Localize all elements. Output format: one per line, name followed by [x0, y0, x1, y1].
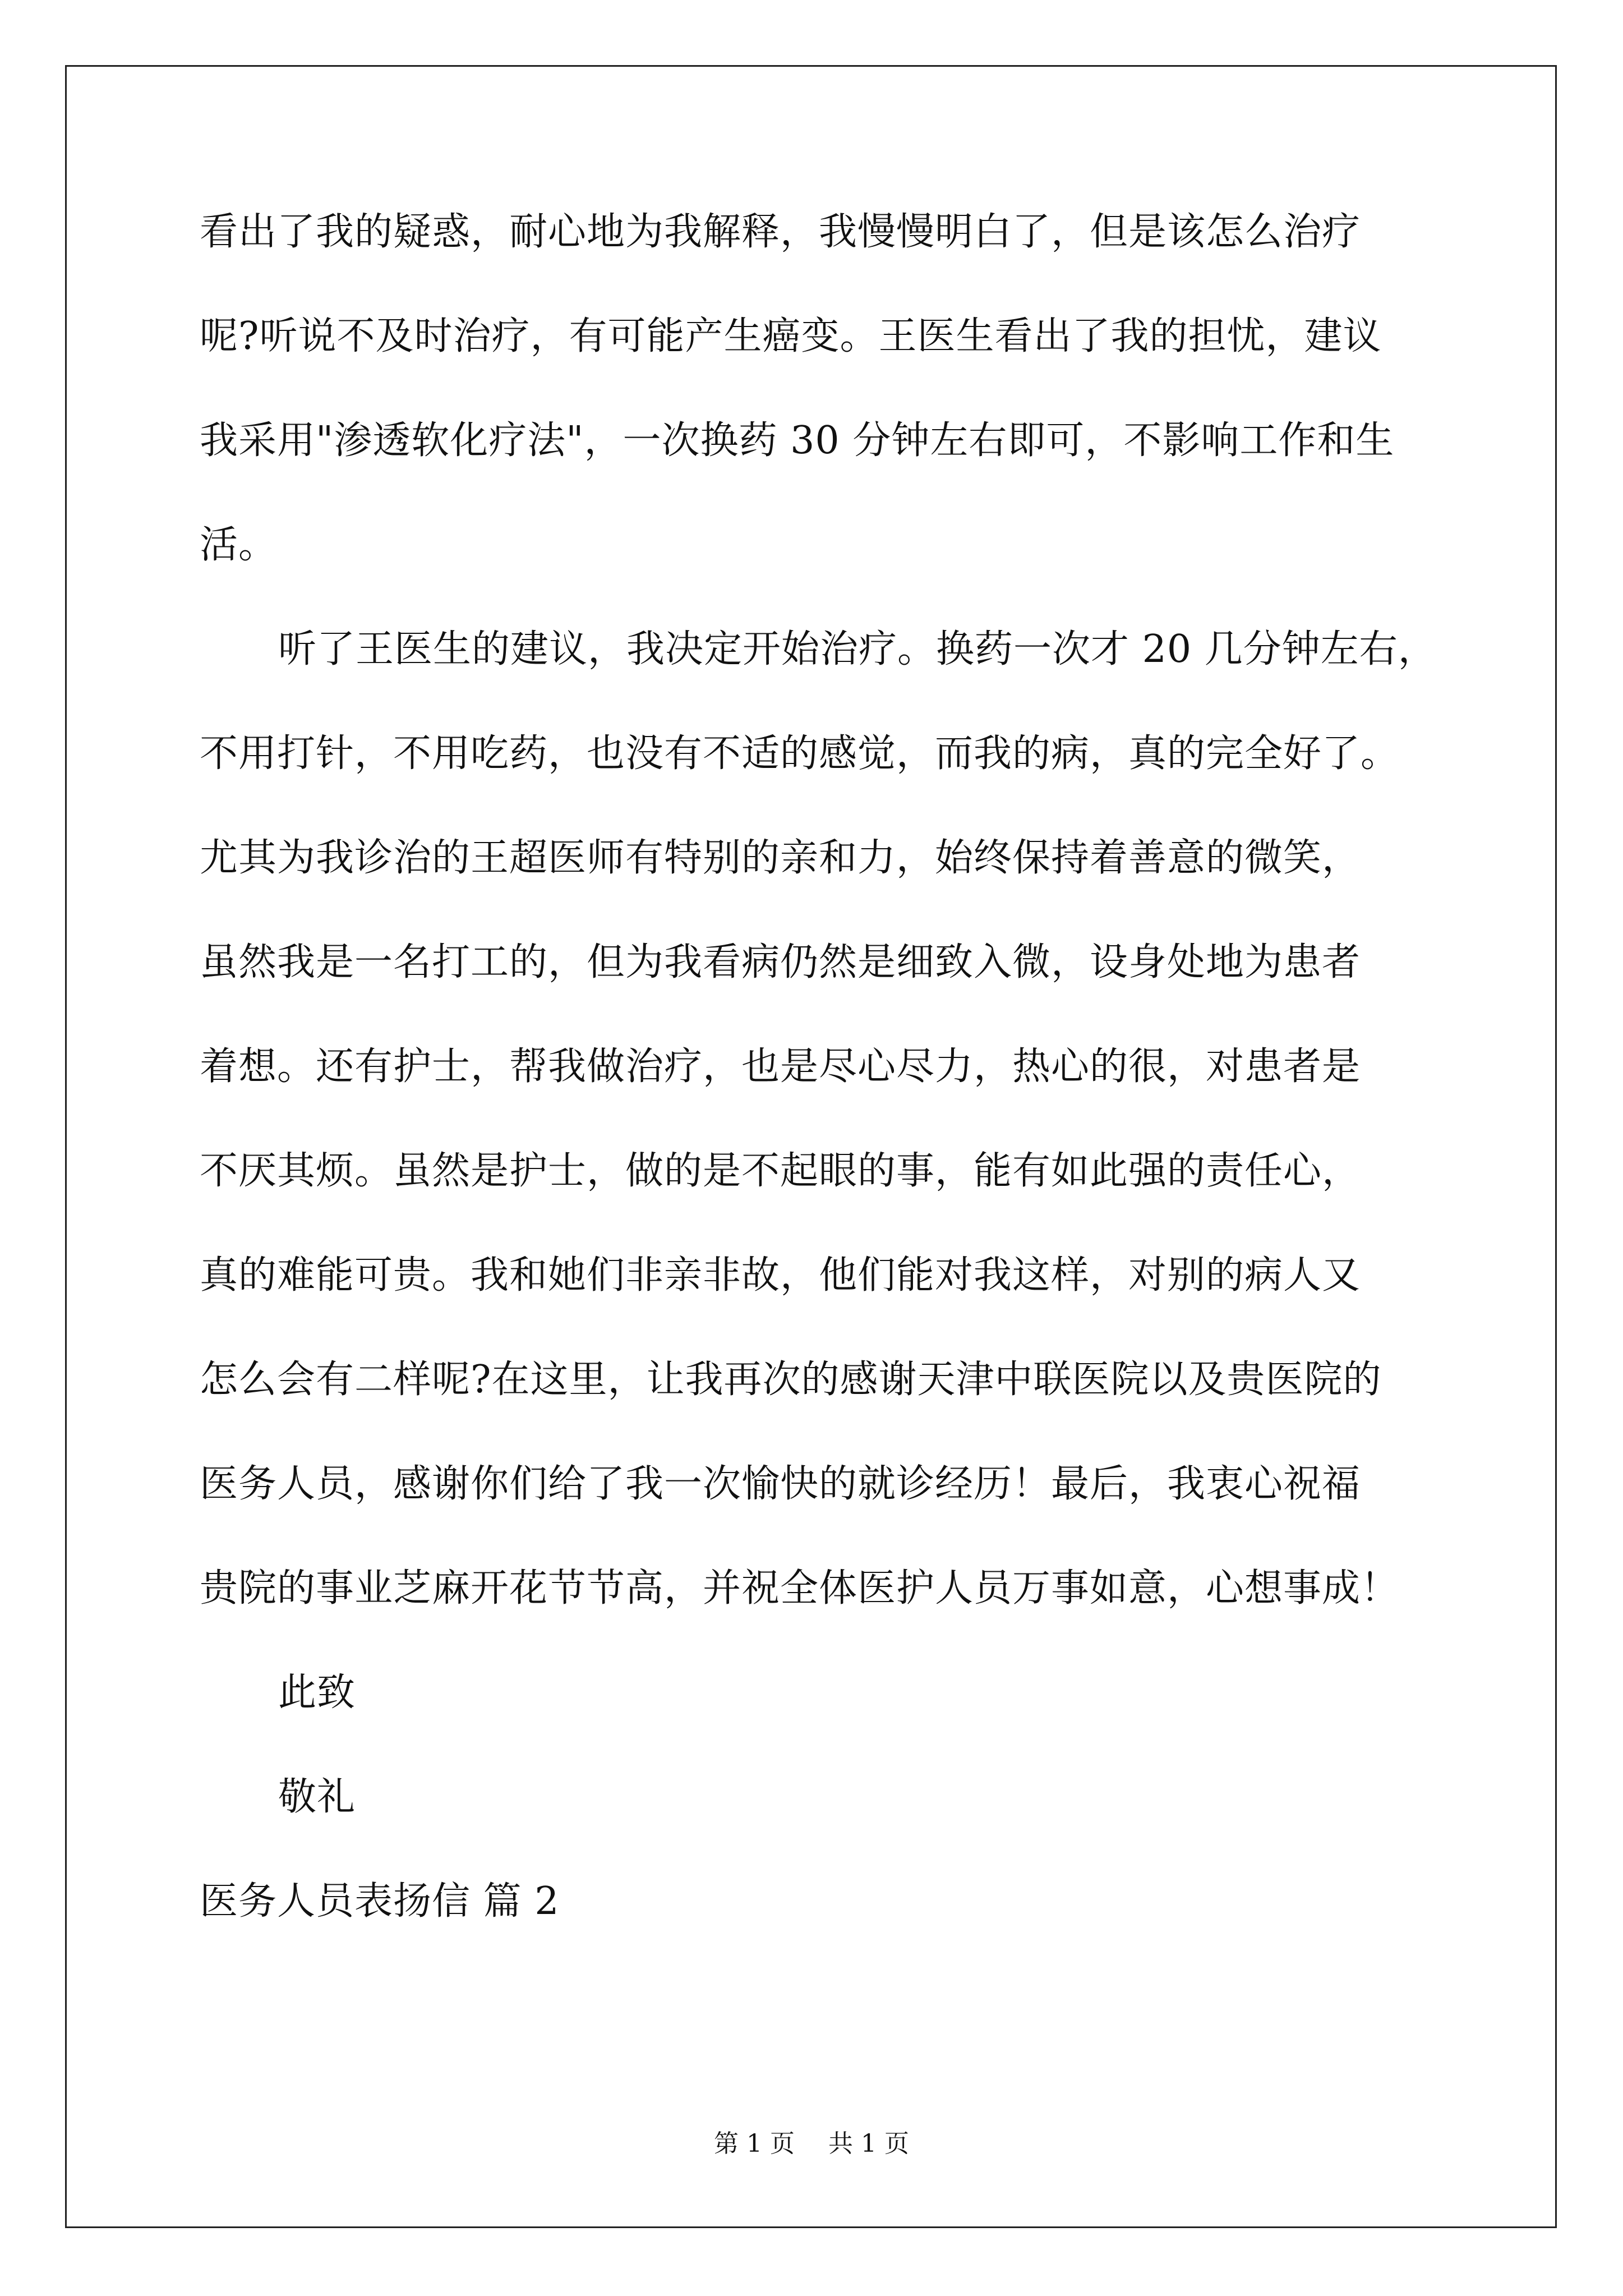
text-line: 怎么会有二样呢?在这里，让我再次的感谢天津中联医院以及贵医院的	[200, 1358, 1382, 1402]
page-total: 共 1 页	[828, 2129, 909, 2158]
page-footer	[0, 2129, 1623, 2158]
text-line: 看出了我的疑惑，耐心地为我解释，我慢慢明白了，但是该怎么治疗	[200, 210, 1361, 254]
text-line: 不厌其烦。虽然是护士，做的是不起眼的事，能有如此强的责任心，	[200, 1149, 1361, 1193]
text-line: 真的难能可贵。我和她们非亲非故，他们能对我这样，对别的病人又	[200, 1253, 1361, 1297]
text-line: 着想。还有护士，帮我做治疗，也是尽心尽力，热心的很，对患者是	[200, 1045, 1361, 1089]
document-body	[200, 210, 1437, 1987]
text-line: 我采用"渗透软化疗法"，一次换药 30 分钟左右即可，不影响工作和生	[200, 418, 1395, 463]
closing-salutation: 此致	[278, 1671, 356, 1715]
text-line: 呢?听说不及时治疗，有可能产生癌变。王医生看出了我的担忧，建议	[200, 314, 1382, 358]
section-heading: 医务人员表扬信 篇 2	[200, 1879, 560, 1924]
text-line: 活。	[200, 523, 278, 567]
page-number: 第 1 页	[714, 2129, 795, 2158]
text-line: 尤其为我诊治的王超医师有特别的亲和力，始终保持着善意的微笑，	[200, 836, 1361, 880]
text-line: 医务人员，感谢你们给了我一次愉快的就诊经历！最后，我衷心祝福	[200, 1462, 1361, 1506]
paragraph-start-line: 听了王医生的建议，我决定开始治疗。换药一次才 20 几分钟左右，	[278, 627, 1437, 671]
text-line: 贵院的事业芝麻开花节节高，并祝全体医护人员万事如意，心想事成！	[200, 1566, 1400, 1611]
text-line: 不用打针，不用吃药，也没有不适的感觉，而我的病，真的完全好了。	[200, 731, 1400, 776]
closing-regards: 敬礼	[278, 1775, 356, 1819]
text-line: 虽然我是一名打工的，但为我看病仍然是细致入微，设身处地为患者	[200, 940, 1361, 984]
